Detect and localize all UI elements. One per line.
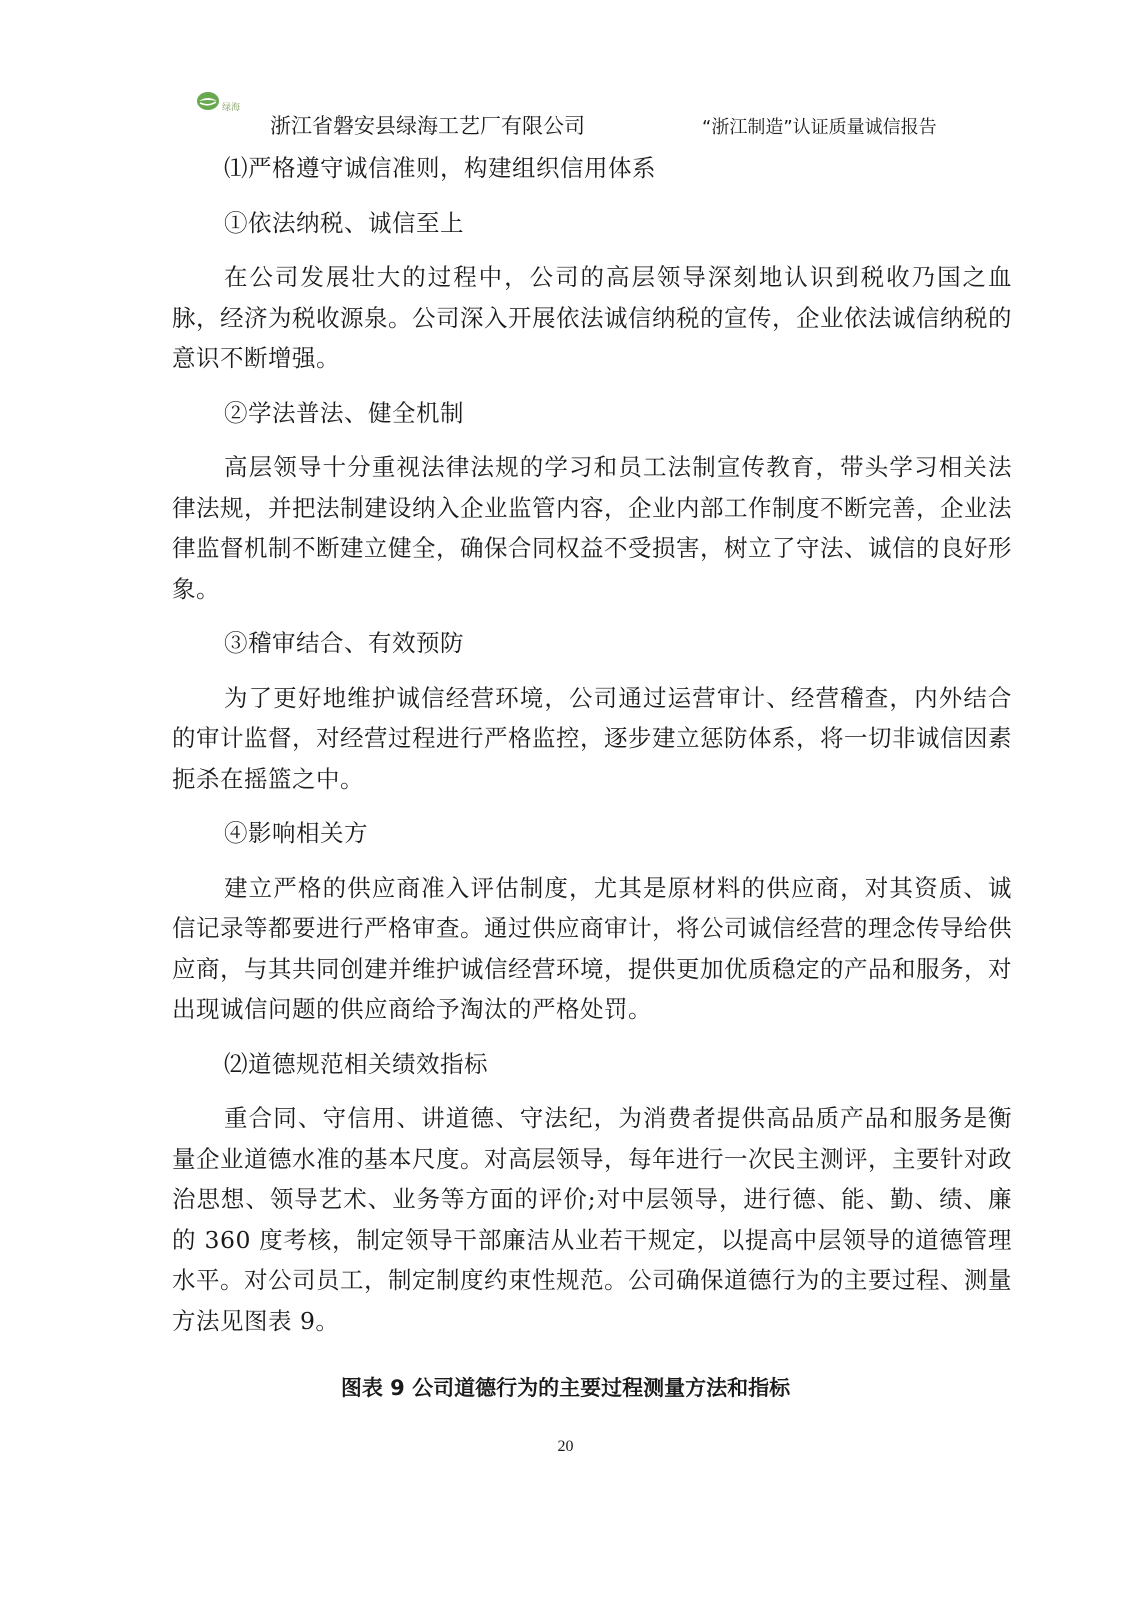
paragraph-tax: 在公司发展壮大的过程中，公司的高层领导深刻地认识到税收乃国之血脉，经济为税收源泉。公司深入开展依法诚信纳税的宣传，企业依法诚信纳税的意识不断增强。	[172, 263, 1012, 372]
figure-caption: 图表 9 公司道德行为的主要过程测量方法和指标	[340, 1376, 791, 1400]
document-body	[172, 148, 1012, 1355]
section-heading-credit-system: ⑴严格遵守诚信准则，构建组织信用体系	[224, 154, 656, 182]
section-heading-ethics: ⑵道德规范相关绩效指标	[224, 1049, 488, 1078]
subheading-stakeholders: ④影响相关方	[224, 819, 368, 847]
paragraph-stakeholders: 建立严格的供应商准入评估制度，尤其是原材料的供应商，对其资质、诚信记录等都要进行严格审查。通过供应商审计，将公司诚信经营的理念传导给供应商，与其共同创建并维护诚信经营环境，提供更加优质稳定的产品和服务，对出现诚信问题的供应商给予淘汰的严格处罚。	[172, 873, 1012, 1023]
page-header	[0, 0, 1131, 140]
subheading-audit: ③稽审结合、有效预防	[224, 629, 464, 657]
leaf-logo-icon	[196, 88, 256, 118]
logo-text: 绿海	[222, 103, 241, 113]
company-name: 浙江省磐安县绿海工艺厂有限公司	[270, 114, 585, 138]
page-number: 20	[557, 1438, 574, 1455]
subheading-tax: ①依法纳税、诚信至上	[224, 208, 464, 237]
paragraph-audit: 为了更好地维护诚信经营环境，公司通过运营审计、经营稽查，内外结合的审计监督，对经营过程进行严格监控，逐步建立惩防体系，将一切非诚信因素扼杀在摇篮之中。	[172, 683, 1012, 793]
company-logo	[196, 88, 256, 118]
paragraph-ethics: 重合同、守信用、讲道德、守法纪，为消费者提供高品质产品和服务是衡量企业道德水准的基本尺度。对高层领导，每年进行一次民主测评，主要针对政治思想、领导艺术、业务等方面的评价;对中层领导，进行德、能、勤、绩、廉的 360 度考核，制定领导干部廉洁从业若干规定，以提高中层领导的道德管理水平。对公司员工，制定制度约束性规范。公司确保道德行为的主要过程、测量方法见图表 9。	[172, 1104, 1012, 1335]
paragraph-law: 高层领导十分重视法律法规的学习和员工法制宣传教育，带头学习相关法律法规，并把法制建设纳入企业监管内容，企业内部工作制度不断完善，企业法律监督机制不断建立健全，确保合同权益不受损害，树立了守法、诚信的良好形象。	[172, 453, 1012, 603]
report-title: “浙江制造”认证质量诚信报告	[702, 117, 937, 138]
subheading-law: ②学法普法、健全机制	[224, 398, 464, 427]
